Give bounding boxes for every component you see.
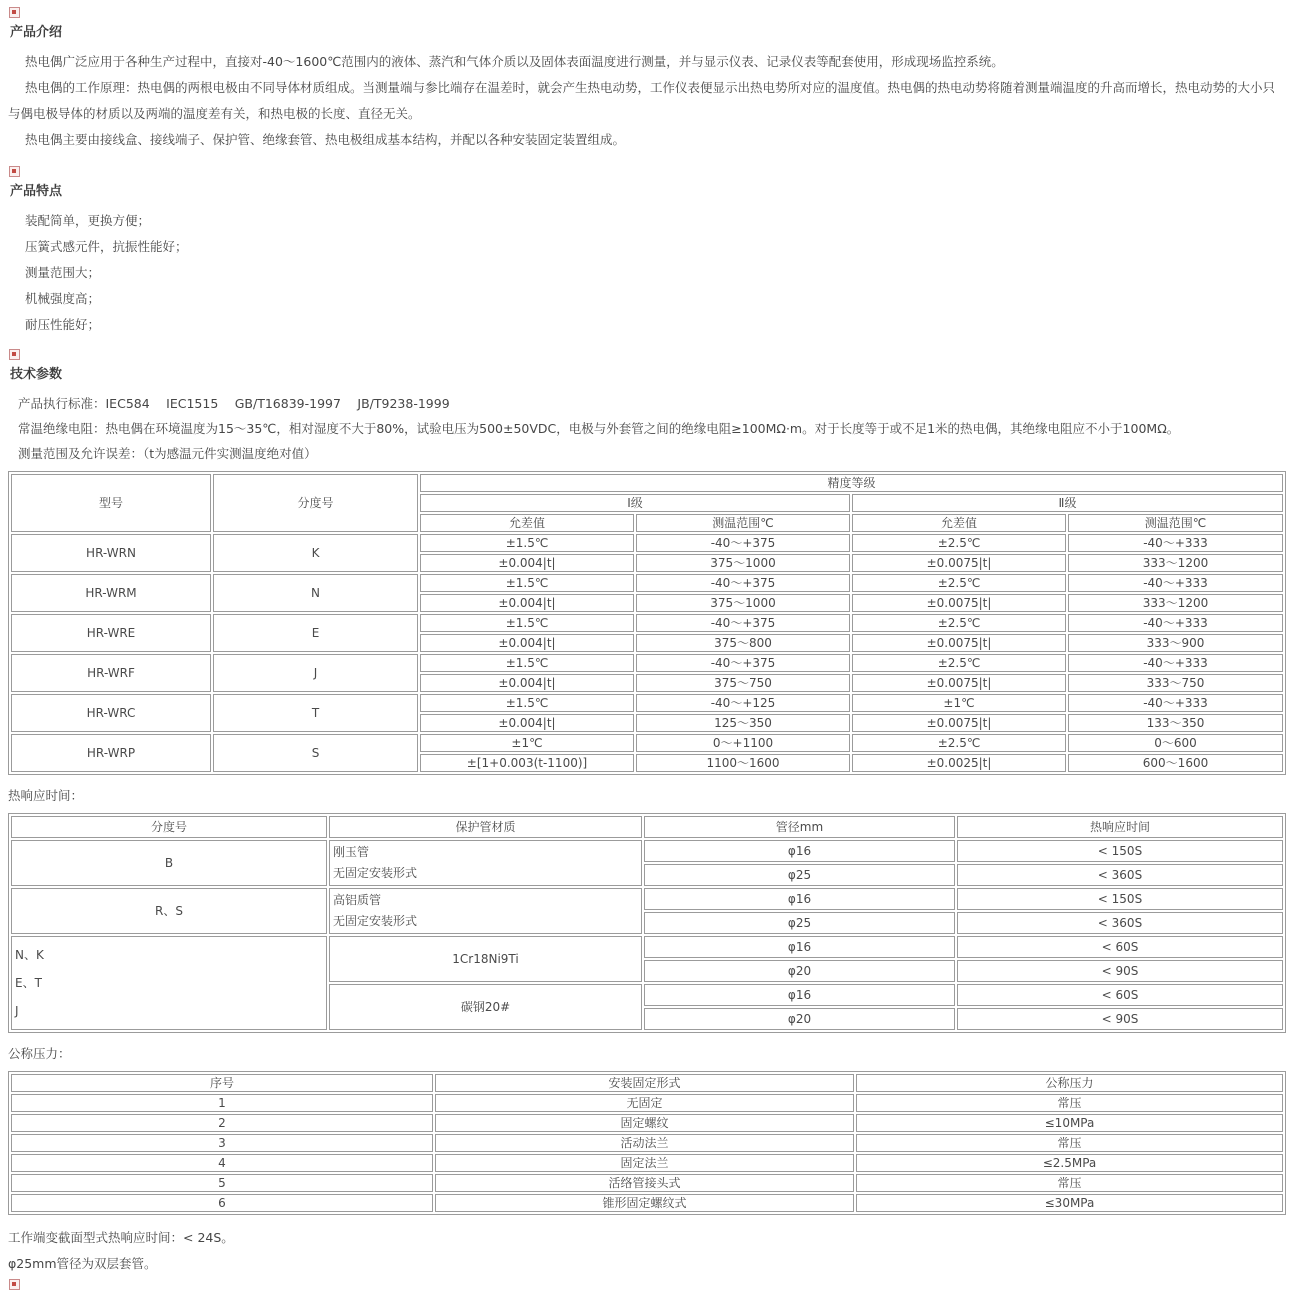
feature-item: 机械强度高； <box>25 291 101 306</box>
table-cell: 1 <box>11 1094 433 1112</box>
table-cell: 0～600 <box>1068 734 1283 752</box>
col-header-graduation: 分度号 <box>11 816 327 838</box>
col-header-class1: Ⅰ级 <box>420 494 850 512</box>
graduation-line: N、K <box>15 948 44 962</box>
section-title-tech: 技术参数 <box>10 367 63 382</box>
table-cell: 333～900 <box>1068 634 1283 652</box>
table-row <box>11 1174 1283 1192</box>
accuracy-table <box>8 471 1286 775</box>
table-cell: 常压 <box>856 1134 1283 1152</box>
table-cell: 固定法兰 <box>435 1154 854 1172</box>
table-cell: ±0.0075|t| <box>852 594 1066 612</box>
graduation-cell: N <box>213 574 418 612</box>
table-cell: -40～+333 <box>1068 654 1283 672</box>
table-cell: ±0.004|t| <box>420 594 634 612</box>
table-cell: < 150S <box>957 840 1283 862</box>
tech-standards-line: 产品执行标准：IEC584 IEC1515 GB/T16839-1997 JB/T9238-1999 <box>18 396 450 411</box>
col-header-seq: 序号 <box>11 1074 433 1092</box>
table-row <box>11 734 1283 752</box>
col-header-response-time: 热响应时间 <box>957 816 1283 838</box>
table-cell: ±0.0075|t| <box>852 634 1066 652</box>
tech-range-note-line: 测量范围及允许误差：（t为感温元件实测温度绝对值） <box>18 446 317 461</box>
table-cell: < 150S <box>957 888 1283 910</box>
table-cell: ±1.5℃ <box>420 614 634 632</box>
col-header-mount-type: 安装固定形式 <box>435 1074 854 1092</box>
table-row <box>11 574 1283 592</box>
col-header-class2: Ⅱ级 <box>852 494 1283 512</box>
material-cell <box>329 888 642 934</box>
table-cell: ±1℃ <box>420 734 634 752</box>
table-cell: < 360S <box>957 864 1283 886</box>
model-cell: HR-WRN <box>11 534 211 572</box>
table-cell: ±2.5℃ <box>852 534 1066 552</box>
section-marker-row <box>8 1279 1282 1291</box>
table-cell: ±1.5℃ <box>420 534 634 552</box>
table-cell: -40～+375 <box>636 534 850 552</box>
feature-item: 测量范围大； <box>25 265 101 280</box>
intro-paragraph: 热电偶主要由接线盒、接线端子、保护管、绝缘套管、热电极组成基本结构，并配以各种安装固定装置组成。 <box>25 132 626 147</box>
graduation-cell <box>11 936 327 1030</box>
table-row <box>11 888 1283 910</box>
feature-item: 耐压性能好； <box>25 317 101 332</box>
note-line: 工作端变截面型式热响应时间：< 24S。 <box>8 1230 234 1245</box>
table-cell: 1100～1600 <box>636 754 850 772</box>
col-header-nominal-pressure: 公称压力 <box>856 1074 1283 1092</box>
graduation-cell: T <box>213 694 418 732</box>
table-cell: < 60S <box>957 936 1283 958</box>
table-cell: ±0.004|t| <box>420 554 634 572</box>
table-cell: 活动法兰 <box>435 1134 854 1152</box>
material-cell <box>329 840 642 886</box>
model-cell: HR-WRF <box>11 654 211 692</box>
table-cell: φ16 <box>644 936 955 958</box>
section-title-features: 产品特点 <box>10 184 63 199</box>
material-line: 刚玉管 <box>333 845 370 859</box>
table-cell: ±2.5℃ <box>852 574 1066 592</box>
table-cell: 375～1000 <box>636 594 850 612</box>
table-cell: 125～350 <box>636 714 850 732</box>
table-cell: φ25 <box>644 864 955 886</box>
model-cell: HR-WRC <box>11 694 211 732</box>
table-cell: 333～1200 <box>1068 594 1283 612</box>
model-cell: HR-WRM <box>11 574 211 612</box>
table-cell: ±1℃ <box>852 694 1066 712</box>
table-row <box>11 1134 1283 1152</box>
broken-image-icon <box>9 166 20 177</box>
table-cell: 无固定 <box>435 1094 854 1112</box>
material-cell: 1Cr18Ni9Ti <box>329 936 642 982</box>
material-cell: 碳钢20# <box>329 984 642 1030</box>
table-cell: -40～+333 <box>1068 534 1283 552</box>
table-cell: < 90S <box>957 1008 1283 1030</box>
col-header-tube-material: 保护管材质 <box>329 816 642 838</box>
col-header-range: 测温范围℃ <box>636 514 850 532</box>
table-cell: ≤30MPa <box>856 1194 1283 1212</box>
table-row <box>11 534 1283 552</box>
table-cell: φ20 <box>644 960 955 982</box>
table-cell: φ16 <box>644 840 955 862</box>
section-marker-row <box>8 166 1282 178</box>
table-cell: φ20 <box>644 1008 955 1030</box>
table-cell: ±2.5℃ <box>852 734 1066 752</box>
table-cell: ±0.004|t| <box>420 634 634 652</box>
table-cell: ±2.5℃ <box>852 614 1066 632</box>
pressure-label: 公称压力： <box>8 1046 71 1061</box>
section-title-intro: 产品介绍 <box>10 25 63 40</box>
col-header-model: 型号 <box>11 474 211 532</box>
table-cell: 锥形固定螺纹式 <box>435 1194 854 1212</box>
table-row <box>11 840 1283 862</box>
intro-paragraph: 热电偶广泛应用于各种生产过程中，直接对-40～1600℃范围内的液体、蒸汽和气体介质以及固体表面温度进行测量，并与显示仪表、记录仪表等配套使用，形成现场监控系统。 <box>25 54 1004 69</box>
table-row <box>11 654 1283 672</box>
table-row <box>11 1094 1283 1112</box>
col-header-tolerance: 允差值 <box>420 514 634 532</box>
table-row <box>11 1114 1283 1132</box>
graduation-cell: K <box>213 534 418 572</box>
table-cell: ±0.0075|t| <box>852 554 1066 572</box>
graduation-cell: J <box>213 654 418 692</box>
feature-item: 压簧式感元件，抗振性能好； <box>25 239 188 254</box>
graduation-line: J <box>15 1004 19 1018</box>
table-cell: ±0.004|t| <box>420 714 634 732</box>
table-cell: 333～1200 <box>1068 554 1283 572</box>
table-cell: ≤2.5MPa <box>856 1154 1283 1172</box>
table-cell: < 60S <box>957 984 1283 1006</box>
table-row <box>11 936 1283 958</box>
table-cell: ±0.0025|t| <box>852 754 1066 772</box>
section-marker-row <box>8 349 1282 361</box>
section-marker-row <box>8 7 1282 19</box>
table-cell: ±[1+0.003(t-1100)] <box>420 754 634 772</box>
table-cell: 6 <box>11 1194 433 1212</box>
table-cell: 133～350 <box>1068 714 1283 732</box>
table-row <box>11 614 1283 632</box>
feature-item: 装配简单，更换方便； <box>25 213 151 228</box>
table-cell: 333～750 <box>1068 674 1283 692</box>
material-line: 无固定安装形式 <box>333 866 418 880</box>
col-header-tolerance: 允差值 <box>852 514 1066 532</box>
table-cell: -40～+333 <box>1068 694 1283 712</box>
table-cell: 375～800 <box>636 634 850 652</box>
col-header-tube-diameter: 管径mm <box>644 816 955 838</box>
table-cell: 活络管接头式 <box>435 1174 854 1192</box>
table-cell: 5 <box>11 1174 433 1192</box>
table-cell: 375～1000 <box>636 554 850 572</box>
material-line: 无固定安装形式 <box>333 914 418 928</box>
table-cell: φ16 <box>644 888 955 910</box>
table-cell: 4 <box>11 1154 433 1172</box>
broken-image-icon <box>9 1279 20 1290</box>
note-line: φ25mm管径为双层套管。 <box>8 1256 157 1271</box>
table-cell: φ16 <box>644 984 955 1006</box>
table-cell: -40～+375 <box>636 574 850 592</box>
broken-image-icon <box>9 7 20 18</box>
graduation-line: E、T <box>15 976 42 990</box>
col-header-accuracy-class: 精度等级 <box>420 474 1283 492</box>
table-cell: 常压 <box>856 1094 1283 1112</box>
table-cell: -40～+333 <box>1068 614 1283 632</box>
broken-image-icon <box>9 349 20 360</box>
table-cell: ≤10MPa <box>856 1114 1283 1132</box>
table-cell: -40～+375 <box>636 614 850 632</box>
graduation-cell: B <box>11 840 327 886</box>
table-cell: 600～1600 <box>1068 754 1283 772</box>
table-cell: 固定螺纹 <box>435 1114 854 1132</box>
table-cell: ±1.5℃ <box>420 574 634 592</box>
table-row <box>11 694 1283 712</box>
table-cell: 2 <box>11 1114 433 1132</box>
table-cell: < 90S <box>957 960 1283 982</box>
table-cell: 3 <box>11 1134 433 1152</box>
table-cell: ±2.5℃ <box>852 654 1066 672</box>
table-cell: -40～+125 <box>636 694 850 712</box>
model-cell: HR-WRP <box>11 734 211 772</box>
table-cell: φ25 <box>644 912 955 934</box>
intro-paragraph: 热电偶的工作原理：热电偶的两根电极由不同导体材质组成。当测量端与参比端存在温差时，就会产生热电动势，工作仪表便显示出热电势所对应的温度值。热电偶的热电动势将随着测量端温度的升高而增长，热电动势的大小只与偶电极导体的材质以及两端的温度差有关，和热电极的长度、直径无关。 <box>8 80 1276 121</box>
table-cell: -40～+333 <box>1068 574 1283 592</box>
graduation-cell: R、S <box>11 888 327 934</box>
tech-insulation-line: 常温绝缘电阻：热电偶在环境温度为15～35℃，相对湿度不大于80%，试验电压为500±50VDC，电极与外套管之间的绝缘电阻≥100MΩ·m。对于长度等于或不足1米的热电偶，其绝缘电阻应不小于100MΩ。 <box>18 421 1180 436</box>
model-cell: HR-WRE <box>11 614 211 652</box>
response-time-table <box>8 813 1286 1033</box>
table-cell: ±0.0075|t| <box>852 714 1066 732</box>
pressure-table <box>8 1071 1286 1215</box>
table-cell: ±0.0075|t| <box>852 674 1066 692</box>
col-header-graduation: 分度号 <box>213 474 418 532</box>
table-cell: ±1.5℃ <box>420 694 634 712</box>
table-cell: < 360S <box>957 912 1283 934</box>
table-row <box>11 1194 1283 1212</box>
table-row <box>11 1154 1283 1172</box>
material-line: 高铝质管 <box>333 893 382 907</box>
graduation-cell: S <box>213 734 418 772</box>
response-time-label: 热响应时间： <box>8 788 84 803</box>
table-cell: 常压 <box>856 1174 1283 1192</box>
table-cell: 0～+1100 <box>636 734 850 752</box>
table-cell: ±0.004|t| <box>420 674 634 692</box>
table-cell: 375～750 <box>636 674 850 692</box>
graduation-cell: E <box>213 614 418 652</box>
table-cell: ±1.5℃ <box>420 654 634 672</box>
col-header-range: 测温范围℃ <box>1068 514 1283 532</box>
table-cell: -40～+375 <box>636 654 850 672</box>
